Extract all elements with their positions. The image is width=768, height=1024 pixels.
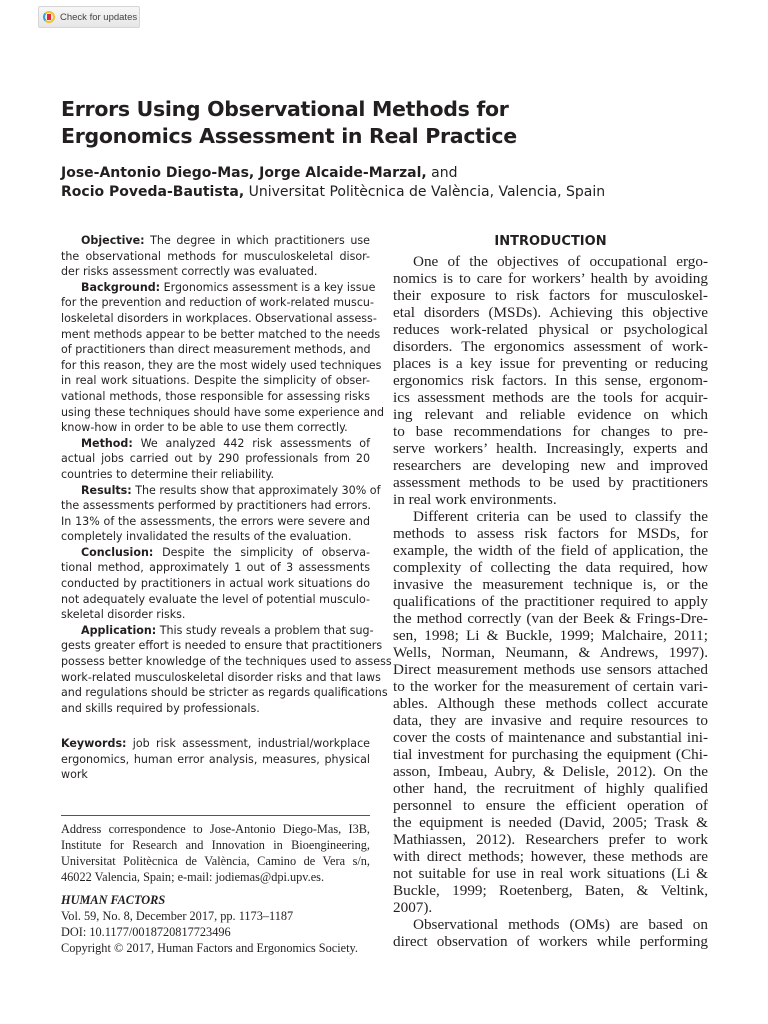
address-line: Address correspondence to Jose-Antonio Diego-Mas, I3B, xyxy=(61,822,370,836)
text-line: ergonomics risk factors. In this sense, ergonom- xyxy=(393,372,708,389)
text-line xyxy=(61,483,381,499)
text-line: not adequately evaluate the level of potential musculo- xyxy=(61,592,370,606)
text-line xyxy=(61,233,370,249)
paragraph-text: Despite the simplicity of observa- xyxy=(153,545,370,559)
text-line: qualifications of the practitioner required to apply xyxy=(393,593,708,610)
text-line: possess better knowledge of the techniques used to assess xyxy=(61,655,392,669)
text-line: countries to determine their reliability. xyxy=(61,467,275,481)
text-line: der risks assessment correctly was evaluated. xyxy=(61,265,318,279)
address-line: 46022 Valencia, Spain; e-mail: jodiemas@dpi.upv.es. xyxy=(61,870,325,884)
text-line: Different criteria can be used to classify the xyxy=(413,508,708,525)
text-line: 2007). xyxy=(393,899,433,916)
text-line: other hand, the recruitment of highly qualified xyxy=(393,780,708,797)
text-line: ergonomics, human error analysis, measures, physical xyxy=(61,752,370,766)
author-affiliation: Universitat Politècnica de València, Valencia, Spain xyxy=(244,184,606,200)
text-line: tional method, approximately 1 out of 3 assessments xyxy=(61,561,370,575)
text-line xyxy=(61,280,376,296)
author-conjunction: and xyxy=(426,165,458,181)
abstract xyxy=(61,233,392,716)
text-line: etal disorders (MSDs). Achieving this objective xyxy=(393,304,708,321)
text-line: ables. Although these methods collect accurate xyxy=(393,695,708,712)
paragraph-label: Background: xyxy=(81,280,161,294)
text-line: complexity of collecting the data required, how xyxy=(393,559,708,576)
author-names: Jose-Antonio Diego-Mas, Jorge Alcaide-Marzal, xyxy=(61,165,427,181)
text-line: example, the width of the field of application, the xyxy=(393,542,708,559)
text-line: serve workers’ health. Increasingly, experts and xyxy=(393,440,708,457)
text-line: loskeletal disorders in workplaces. Observational assess- xyxy=(61,311,377,325)
text-line: vational methods, those responsible for assessing risks xyxy=(61,389,370,403)
article-title xyxy=(61,96,517,150)
paragraph-label: Keywords: xyxy=(61,737,127,750)
introduction-body xyxy=(393,253,708,950)
text-line: places is a key issue for preventing or reducing xyxy=(393,355,708,372)
text-line: and skills required by professionals. xyxy=(61,701,260,715)
text-line: the observational methods for musculoskeletal disor- xyxy=(61,249,370,263)
journal-doi: DOI: 10.1177/0018720817723496 xyxy=(61,925,231,939)
text-line: their exposure to risk factors for musculoskel- xyxy=(393,287,708,304)
text-line: ics assessment methods are the tools for acquir- xyxy=(393,389,708,406)
text-line: for this reason, they are the most widely used techniques xyxy=(61,358,382,372)
check-for-updates-label: Check for updates xyxy=(60,11,138,23)
text-line xyxy=(61,545,370,561)
text-line: Mathiassen, 2012). Researchers prefer to work xyxy=(393,831,708,848)
text-line: Direct measurement methods use sensors attached xyxy=(393,661,708,678)
text-line: data, they are invasive and require resources to xyxy=(393,712,708,729)
text-line: to the worker for the measurement of certain vari- xyxy=(393,678,708,695)
paragraph xyxy=(393,916,708,950)
journal-name: HUMAN FACTORS xyxy=(61,893,166,907)
text-line: the equipment is needed (David, 2005; Trask & xyxy=(393,814,708,831)
text-line xyxy=(61,623,374,639)
text-line: not suitable for use in real work situations (Li & xyxy=(393,865,708,882)
text-line xyxy=(61,736,370,752)
text-line: work-related musculoskeletal disorder risks and that laws xyxy=(61,670,381,684)
text-line: actual jobs carried out by 290 professionals from 20 xyxy=(61,452,370,466)
journal-info xyxy=(61,892,370,956)
text-line: Wells, Norman, Neumann, & Andrews, 1997). xyxy=(393,644,708,661)
paragraph-text: The results show that approximately 30% of xyxy=(131,483,381,497)
paragraph-label: Conclusion: xyxy=(81,545,154,559)
paragraph xyxy=(61,436,370,483)
text-line: skeletal disorder risks. xyxy=(61,608,186,622)
title-line: Ergonomics Assessment in Real Practice xyxy=(61,124,517,148)
text-line: disorders. The ergonomics assessment of work- xyxy=(393,338,708,355)
address-line: Universitat Politècnica de València, Camino de Vera s/n, xyxy=(61,854,370,868)
text-line: assessment methods to be used by practitioners xyxy=(393,474,708,491)
address-line: Institute for Research and Innovation in Bioengineering, xyxy=(61,838,370,852)
text-line: the assessments performed by practitioners had errors. xyxy=(61,499,372,513)
footnote-divider xyxy=(61,815,370,816)
paragraph xyxy=(61,736,370,783)
paragraph xyxy=(61,280,385,436)
paragraph-text: We analyzed 442 risk assessments of xyxy=(132,436,370,450)
text-line: work xyxy=(61,768,88,782)
text-line: in real work situations. Despite the simplicity of obser- xyxy=(61,374,370,388)
paragraph-label: Application: xyxy=(81,623,157,637)
paragraph-label: Results: xyxy=(81,483,132,497)
text-line: of practitioners than direct measurement methods, and xyxy=(61,343,371,357)
text-line: In 13% of the assessments, the errors were severe and xyxy=(61,514,370,528)
paragraph-text: job risk assessment, industrial/workplace xyxy=(126,737,370,750)
paragraph xyxy=(393,253,708,508)
section-heading: INTRODUCTION xyxy=(494,234,607,249)
paragraph xyxy=(393,508,708,916)
text-line: for the prevention and reduction of work-related muscu- xyxy=(61,296,374,310)
check-for-updates-button[interactable] xyxy=(38,6,140,28)
text-line: ment methods appear to be better matched to the needs xyxy=(61,327,381,341)
text-line: Observational methods (OMs) are based on xyxy=(413,916,708,933)
paragraph xyxy=(61,623,392,717)
paragraph-text: This study reveals a problem that sug- xyxy=(156,623,374,637)
text-line xyxy=(61,436,370,452)
keywords xyxy=(61,736,370,783)
authors xyxy=(61,164,605,202)
text-line: nomics is to care for workers’ health by avoiding xyxy=(393,270,708,287)
text-line: know-how in order to be able to use them correctly. xyxy=(61,421,348,435)
text-line: completely invalidated the results of the evaluation. xyxy=(61,530,352,544)
text-line: conducted by practitioners in actual work situations do xyxy=(61,577,370,591)
paragraph-text: The degree in which practitioners use xyxy=(144,234,370,247)
text-line: One of the objectives of occupational ergo- xyxy=(413,253,708,270)
text-line: in real work environments. xyxy=(393,491,557,508)
text-line: tial investment for purchasing the equipment (Chi- xyxy=(393,746,708,763)
journal-copyright: Copyright © 2017, Human Factors and Ergonomics Society. xyxy=(61,941,358,955)
text-line: cover the costs of maintenance and substantial ini- xyxy=(393,729,708,746)
title-line: Errors Using Observational Methods for xyxy=(61,97,509,121)
paragraph-text: Ergonomics assessment is a key issue xyxy=(160,280,376,294)
text-line: and regulations should be stricter as regards qualifications xyxy=(61,686,388,700)
text-line: reduces work-related physical or psychological xyxy=(393,321,708,338)
journal-volume: Vol. 59, No. 8, December 2017, pp. 1173–1187 xyxy=(61,909,294,923)
author-names: Rocio Poveda-Bautista, xyxy=(61,184,245,200)
paragraph xyxy=(61,483,381,545)
paragraph-label: Objective: xyxy=(81,234,145,247)
text-line: asson, Imbeau, Aubry, & Delisle, 2012). On the xyxy=(393,763,708,780)
text-line: direct observation of workers while performing xyxy=(393,933,708,950)
text-line: ing relevant and reliable evidence on which xyxy=(393,406,708,423)
text-line: gests greater effort is needed to ensure that practitioners xyxy=(61,639,383,653)
text-line: Buckle, 1999; Roetenberg, Baten, & Veltink, xyxy=(393,882,708,899)
text-line: invasive the measurement technique is, or the xyxy=(393,576,708,593)
text-line: with direct methods; however, these methods are xyxy=(393,848,708,865)
text-line: to base recommendations for changes to pre- xyxy=(393,423,708,440)
paragraph xyxy=(61,233,370,280)
text-line: methods to assess risk factors for MSDs, for xyxy=(393,525,708,542)
text-line: the method correctly (van der Beek & Frings-Dre- xyxy=(393,610,708,627)
paragraph-label: Method: xyxy=(81,436,133,450)
text-line: researchers are developing new and improved xyxy=(393,457,708,474)
correspondence-address xyxy=(61,821,370,885)
crossmark-icon xyxy=(43,11,55,23)
text-line: sen, 1998; Li & Buckle, 1999; Malchaire, 2011; xyxy=(393,627,708,644)
text-line: using these techniques should have some experience and xyxy=(61,405,385,419)
text-line: personnel to ensure the efficient operation of xyxy=(393,797,708,814)
paragraph xyxy=(61,545,370,623)
